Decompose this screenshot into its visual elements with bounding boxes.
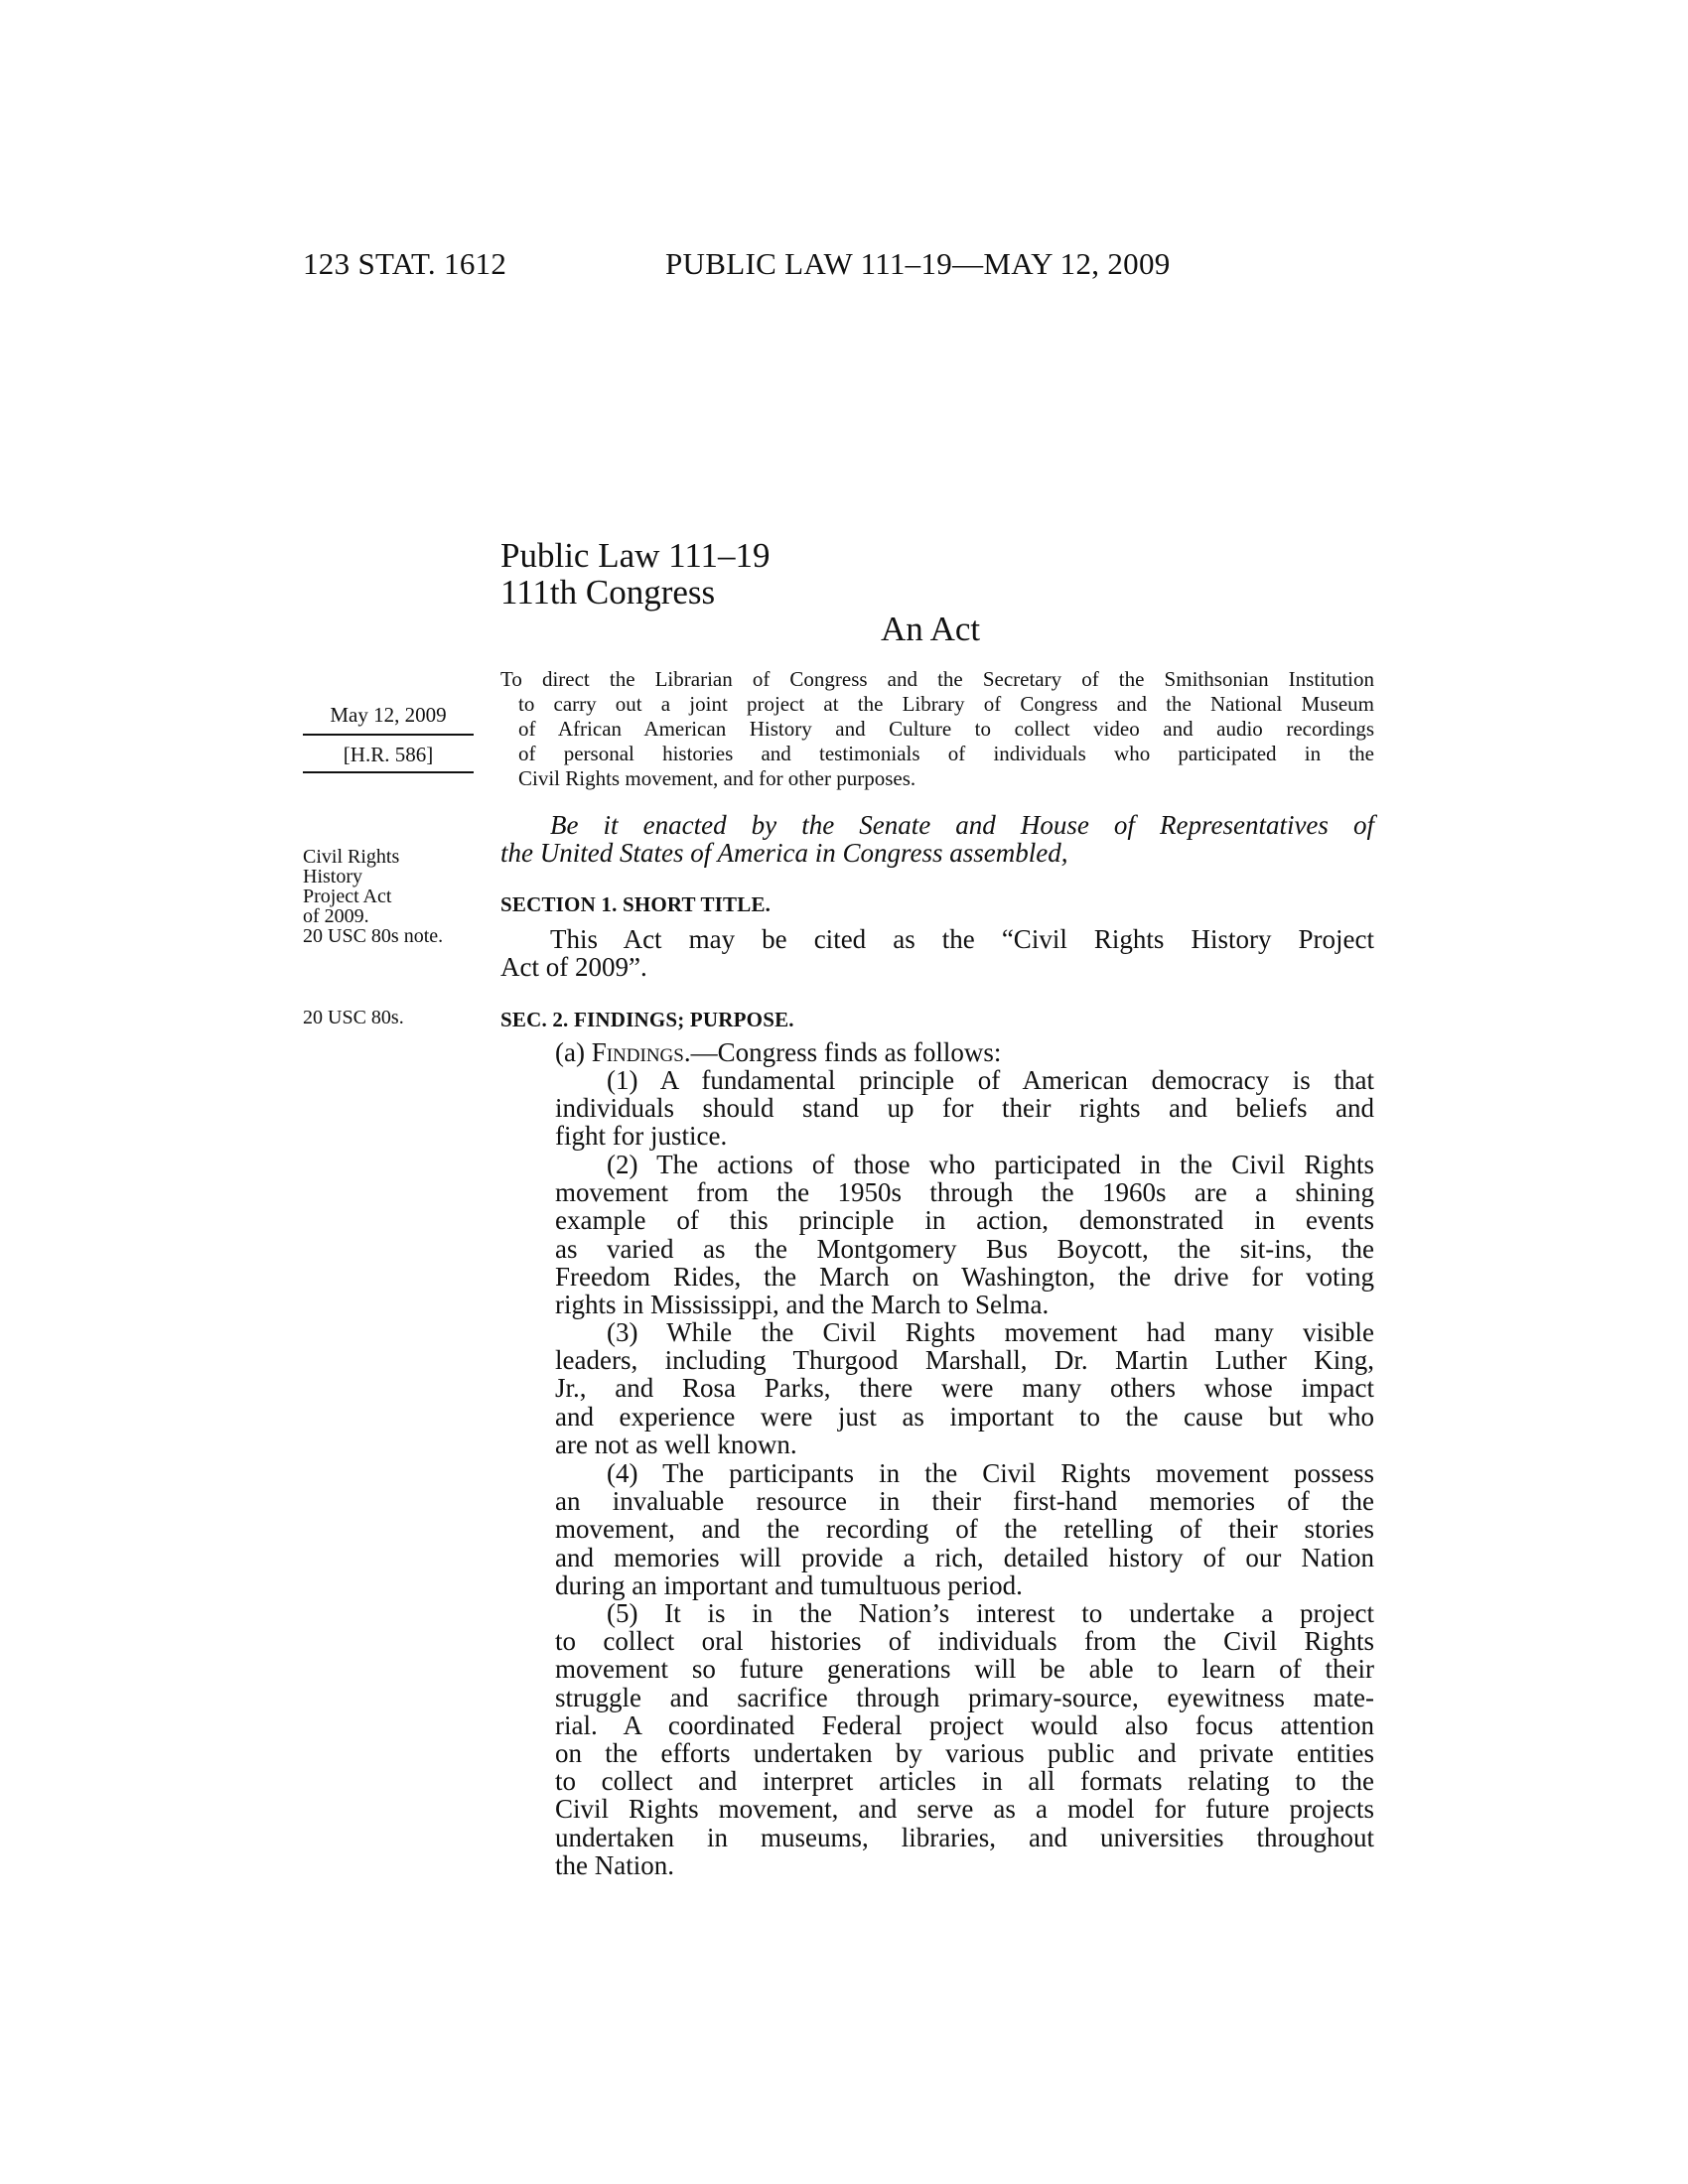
- finding-line: and experience were just as important to the cause but who: [555, 1401, 1374, 1432]
- finding-line: (3) While the Civil Rights movement had many visible: [607, 1317, 1374, 1347]
- enacting-line: Be it enacted by the Senate and House of Representatives of: [550, 810, 1374, 840]
- synopsis-line: of personal histories and testimonials of individuals who participated in the: [518, 742, 1374, 765]
- finding-line: are not as well known.: [555, 1429, 797, 1459]
- finding-line: (4) The participants in the Civil Rights movement possess: [607, 1458, 1374, 1488]
- finding-line: and memories will provide a rich, detailed history of our Nation: [555, 1542, 1374, 1572]
- finding-line: Freedom Rides, the March on Washington, the drive for voting: [555, 1261, 1374, 1292]
- finding-line: movement so future generations will be able to learn of their: [555, 1654, 1374, 1685]
- finding-line: movement, and the recording of the retelling of their stories: [555, 1514, 1374, 1545]
- finding-line: undertaken in museums, libraries, and universities throughout: [555, 1822, 1374, 1852]
- act-synopsis: [500, 667, 1374, 791]
- finding-line: to collect oral histories of individuals from the Civil Rights: [555, 1626, 1374, 1657]
- synopsis-line: To direct the Librarian of Congress and the Secretary of the Smithsonian Institution: [500, 667, 1374, 691]
- congress-title: 111th Congress: [500, 573, 716, 612]
- section-2-heading: SEC. 2. FINDINGS; PURPOSE.: [500, 1008, 794, 1031]
- finding-line: struggle and sacrifice through primary-source, eyewitness mate-: [555, 1682, 1374, 1712]
- margin-note-usc: 20 USC 80s.: [303, 1007, 404, 1028]
- margin-bill-number: [H.R. 586]: [303, 736, 474, 773]
- enacting-line: the United States of America in Congress assembled,: [500, 838, 1068, 869]
- act-title: An Act: [881, 610, 981, 648]
- section-1-line: This Act may be cited as the “Civil Rights History Project: [550, 924, 1374, 954]
- finding-line: leaders, including Thurgood Marshall, Dr. Martin Luther King,: [555, 1345, 1374, 1376]
- finding-line: movement from the 1950s through the 1960s are a shining: [555, 1177, 1374, 1208]
- finding-line: to collect and interpret articles in all formats relating to the: [555, 1766, 1374, 1797]
- margin-date-box: [303, 703, 474, 773]
- findings-intro: [555, 1037, 1001, 1068]
- statutes-page-reference: 123 STAT. 1612: [303, 246, 507, 281]
- finding-line: an invaluable resource in their first-hand memories of the: [555, 1486, 1374, 1517]
- margin-date: May 12, 2009: [303, 703, 474, 736]
- margin-note-line: History: [303, 866, 362, 887]
- finding-2: [555, 1151, 1374, 1318]
- finding-line: Civil Rights movement, and serve as a model for future projects: [555, 1794, 1374, 1825]
- finding-line: (2) The actions of those who participated in the Civil Rights: [607, 1150, 1374, 1179]
- finding-line: (5) It is in the Nation’s interest to undertake a project: [607, 1598, 1374, 1628]
- finding-line: during an important and tumultuous period.: [555, 1570, 1023, 1600]
- synopsis-line: Civil Rights movement, and for other purposes.: [518, 766, 916, 790]
- section-1-text: [500, 925, 1374, 982]
- finding-line: individuals should stand up for their rights and beliefs and: [555, 1093, 1374, 1124]
- public-law-title: Public Law 111–19: [500, 536, 771, 575]
- finding-1: [555, 1066, 1374, 1151]
- finding-line: Jr., and Rosa Parks, there were many others whose impact: [555, 1373, 1374, 1404]
- margin-note-line: of 2009.: [303, 905, 369, 927]
- section-1-line: Act of 2009”.: [500, 952, 647, 983]
- enacting-clause: [500, 811, 1374, 868]
- finding-line: the Nation.: [555, 1849, 674, 1880]
- synopsis-line: to carry out a joint project at the Library of Congress and the National Museum: [518, 692, 1374, 716]
- finding-line: (1) A fundamental principle of American democracy is that: [607, 1065, 1374, 1095]
- finding-line: rights in Mississippi, and the March to Selma.: [555, 1290, 1050, 1320]
- margin-note-short-title: [303, 847, 482, 946]
- findings-intro-text: .—Congress finds as follows:: [683, 1037, 1002, 1067]
- synopsis-line: of African American History and Culture to collect video and audio recordings: [518, 717, 1374, 741]
- finding-line: on the efforts undertaken by various public and private entities: [555, 1738, 1374, 1769]
- finding-line: fight for justice.: [555, 1121, 728, 1152]
- findings-title: Findings: [591, 1037, 684, 1067]
- finding-line: example of this principle in action, demonstrated in events: [555, 1205, 1374, 1236]
- running-header-law-date: PUBLIC LAW 111–19—MAY 12, 2009: [665, 246, 1171, 281]
- finding-3: [555, 1318, 1374, 1458]
- section-1-heading: SECTION 1. SHORT TITLE.: [500, 892, 772, 916]
- margin-note-line: 20 USC 80s note.: [303, 925, 444, 947]
- findings-label: (a): [555, 1037, 592, 1067]
- margin-note-line: Project Act: [303, 886, 392, 907]
- margin-note-line: Civil Rights: [303, 846, 400, 868]
- finding-line: rial. A coordinated Federal project would also focus attention: [555, 1709, 1374, 1740]
- finding-line: as varied as the Montgomery Bus Boycott, the sit-ins, the: [555, 1233, 1374, 1264]
- finding-4: [555, 1459, 1374, 1599]
- finding-5: [555, 1599, 1374, 1879]
